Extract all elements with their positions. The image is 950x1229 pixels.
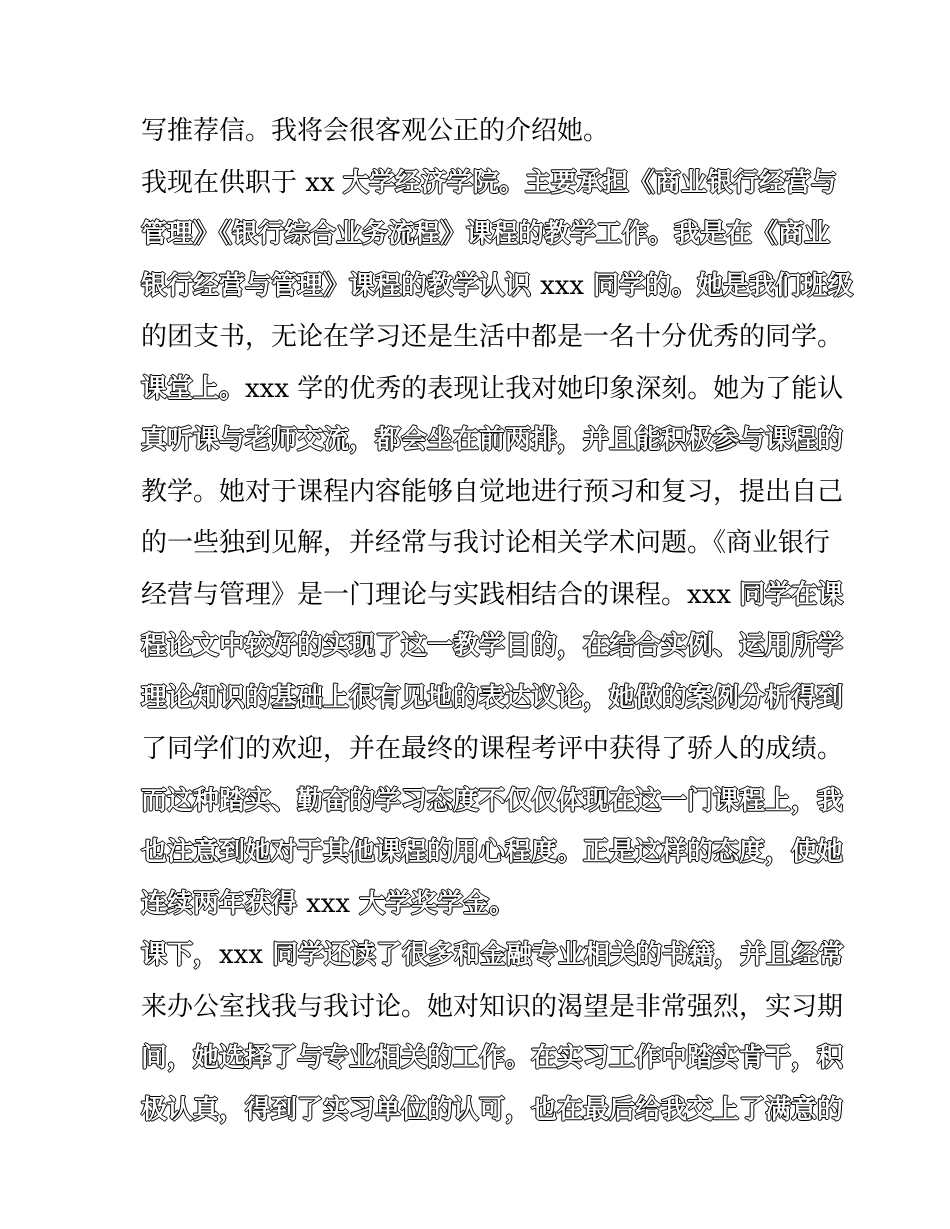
outlined-text-segment: 大学奖学金。 bbox=[350, 888, 516, 919]
text-line bbox=[141, 158, 837, 210]
text-line bbox=[141, 415, 844, 467]
text-line bbox=[141, 1033, 844, 1085]
text-segment: 我现在供职于 xx bbox=[141, 167, 343, 198]
text-line bbox=[141, 724, 844, 776]
text-line bbox=[141, 879, 821, 931]
outlined-text-segment: 同学在课 bbox=[739, 579, 844, 610]
text-segment: 来办公室找我与我讨论。她对知识的渴望是非常强烈，实习期 bbox=[141, 991, 844, 1022]
outlined-text-segment: 课堂上。 bbox=[141, 373, 246, 404]
text-line bbox=[141, 364, 844, 416]
text-line bbox=[141, 982, 844, 1034]
outlined-text-segment: 也注意到她对于其他课程的用心程度。正是这样的态度，使她 bbox=[141, 837, 844, 867]
outlined-text-segment: 程论文中较好的实现了这一教学目的，在结合实例、运用所学 bbox=[141, 631, 844, 661]
outlined-text-segment: 连续两年获得 bbox=[141, 888, 307, 919]
text-segment: xxx 学的优秀的表现让我对她印象深刻。她为了能认 bbox=[245, 373, 844, 404]
text-segment: xxx bbox=[306, 888, 351, 919]
text-line bbox=[141, 312, 844, 364]
outlined-text-segment: 间，她选择了与专业相关的工作。在实习工作中踏实肯干，积 bbox=[141, 1043, 844, 1073]
text-segment: 的一些独到见解，并经常与我讨论相关学术问题。《商业银行 bbox=[141, 528, 831, 558]
text-line bbox=[141, 570, 844, 622]
outlined-text-segment: 管理》《银行综合业务流程》课程的教学工作。我是在《商业 bbox=[141, 219, 831, 249]
recommendation-letter-body bbox=[141, 106, 854, 1136]
text-line bbox=[141, 930, 845, 982]
text-segment: 经营与管理》是一门理论与实践相结合的课程。xxx bbox=[141, 579, 740, 610]
text-segment: 写推荐信。我将会很客观公正的介绍她。 bbox=[141, 116, 610, 146]
text-segment: xxx bbox=[540, 270, 585, 301]
text-segment: xxx bbox=[219, 940, 264, 970]
outlined-text-segment: 课下， bbox=[141, 940, 220, 970]
text-line bbox=[141, 467, 844, 519]
outlined-text-segment: 而这种踏实、勤奋的学习态度不仅仅体现在这一门课程上，我 bbox=[141, 785, 844, 816]
outlined-text-segment: 银行经营与管理》课程的教学认识 bbox=[141, 270, 541, 301]
text-line bbox=[141, 261, 854, 313]
text-segment: 的团支书，无论在学习还是生活中都是一名十分优秀的同学。 bbox=[141, 322, 844, 352]
outlined-text-segment: 极认真，得到了实习单位的认可，也在最后给我交上了满意的 bbox=[141, 1094, 844, 1125]
outlined-text-segment: 同学还读了很多和金融专业相关的书籍，并且经常 bbox=[263, 940, 845, 970]
text-line bbox=[141, 518, 831, 570]
text-line bbox=[141, 1085, 844, 1137]
outlined-text-segment: 真听课与老师交流，都会坐在前两排，并且能积极参与课程的 bbox=[141, 425, 844, 455]
text-line bbox=[141, 827, 844, 879]
text-line bbox=[141, 776, 844, 828]
outlined-text-segment: 同学的。她是我们班级 bbox=[584, 270, 854, 301]
text-segment: 了同学们的欢迎，并在最终的课程考评中获得了骄人的成绩。 bbox=[141, 734, 844, 764]
text-line bbox=[141, 673, 844, 725]
text-line bbox=[141, 209, 831, 261]
text-line bbox=[141, 106, 821, 158]
outlined-text-segment: 大学经济学院。主要承担《商业银行经营与 bbox=[342, 167, 837, 198]
text-segment: 教学。她对于课程内容能够自觉地进行预习和复习，提出自己 bbox=[141, 476, 844, 507]
text-line bbox=[141, 621, 844, 673]
outlined-text-segment: 理论知识的基础上很有见地的表达议论，她做的案例分析得到 bbox=[141, 682, 844, 713]
